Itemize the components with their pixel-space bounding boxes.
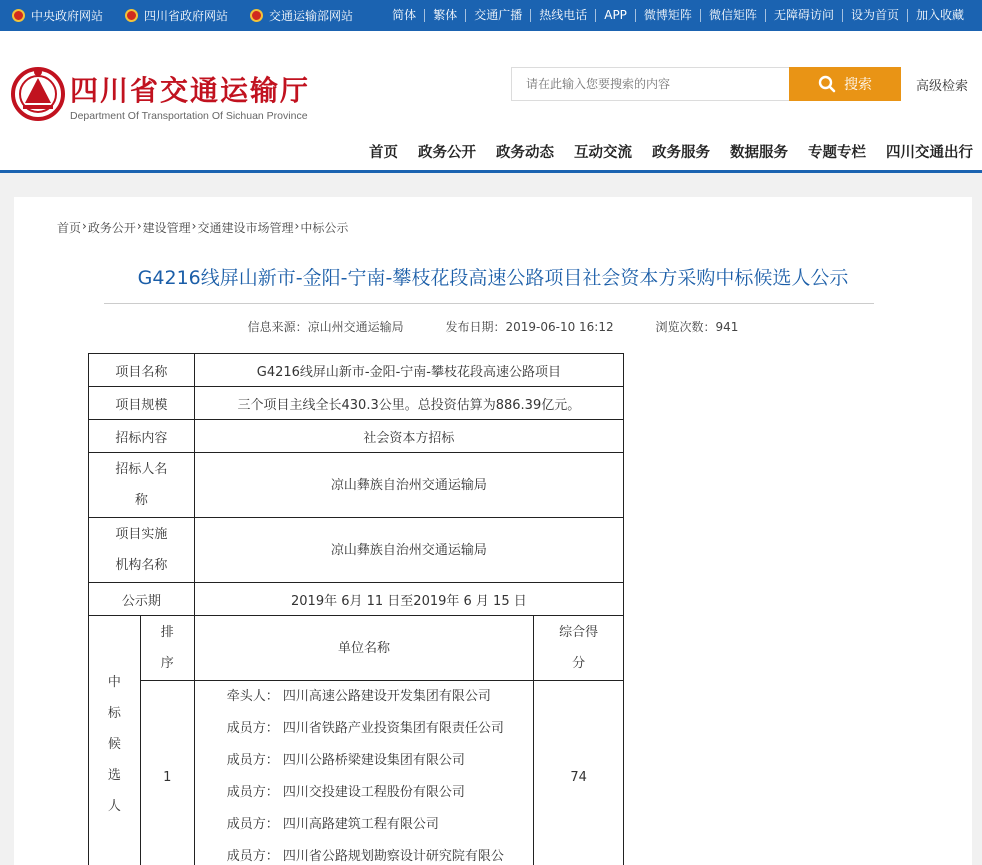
link-central-gov-label: 中央政府网站 [31,9,104,23]
member-role: 成员方： [226,721,279,736]
nav-data-services[interactable]: 数据服务 [730,145,788,161]
list-item [227,745,534,777]
breadcrumb-bid-notice[interactable]: 中标公示 [300,221,349,235]
main-nav [369,141,973,162]
candidate-members [194,681,534,865]
member-role: 成员方： [226,817,279,832]
breadcrumb-gov-open[interactable]: 政务公开 [87,221,136,235]
candidate-row [89,681,624,865]
candidates-label: 中标候选人 [89,616,141,865]
article-title: G4216线屏山新市-金阳-宁南-攀枝花段高速公路项目社会资本方采购中标候选人公示 [137,267,849,289]
header-divider [0,170,982,173]
national-emblem-icon [12,9,25,22]
table-row [89,518,624,583]
list-item [227,777,534,809]
row-value: 三个项目主线全长430.3公里。总投资估算为886.39亿元。 [194,387,623,420]
list-item [227,809,534,841]
member-role: 牵头人： [226,689,279,704]
col-rank-header: 排序 [140,616,194,681]
row-label: 公示期 [89,583,195,616]
search-icon [818,75,836,93]
candidate-score: 74 [534,681,624,865]
row-value: 2019年 6月 11 日至2019年 6 月 15 日 [194,583,623,616]
col-score-header: 综合得分 [534,616,624,681]
link-set-homepage[interactable]: 设为首页 [842,9,907,22]
link-weibo[interactable]: 微博矩阵 [635,9,700,22]
row-label: 项目名称 [89,354,195,387]
table-row [89,387,624,420]
member-name: 四川省铁路产业投资集团有限责任公司 [282,721,504,736]
row-value: 凉山彝族自治州交通运输局 [194,453,623,518]
link-traditional[interactable]: 繁体 [424,9,465,22]
top-bar-utility-links [384,0,972,31]
breadcrumb: 首页 › 政务公开 › 建设管理 › 交通建设市场管理 › 中标公示 [57,219,349,235]
row-label: 项目实施机构名称 [89,518,195,583]
member-name: 四川公路桥梁建设集团有限公司 [282,753,465,768]
col-unit-header: 单位名称 [194,616,534,681]
table-row [89,354,624,387]
article-panel [14,197,972,865]
member-name: 四川省公路规划勘察设计研究院有限公 [282,849,504,864]
nav-sichuan-travel[interactable]: 四川交通出行 [886,145,973,161]
top-bar-gov-links [12,0,353,31]
link-sichuan-gov[interactable] [125,7,228,24]
transport-logo-icon [11,67,65,121]
site-title[interactable]: 四川省交通运输厅 [70,74,311,107]
nav-interaction[interactable]: 互动交流 [574,145,632,161]
search-input[interactable] [511,67,789,101]
row-label: 招标人名称 [89,453,195,518]
member-role: 成员方： [226,849,279,864]
article-source: 信息来源：凉山州交通运输局 [247,320,404,334]
search-button-label: 搜索 [844,77,872,93]
member-name: 四川高速公路建设开发集团有限公司 [282,689,491,704]
nav-gov-affairs-open[interactable]: 政务公开 [418,145,476,161]
link-ministry-transport[interactable] [250,7,353,24]
row-value: G4216线屏山新市-金阳-宁南-攀枝花段高速公路项目 [194,354,623,387]
table-row [89,453,624,518]
top-bar [0,0,982,31]
row-value: 社会资本方招标 [194,420,623,453]
title-divider [104,303,874,304]
advanced-search-link[interactable]: 高级检索 [916,79,969,94]
link-add-favorite[interactable]: 加入收藏 [907,9,972,22]
row-label: 招标内容 [89,420,195,453]
list-item [227,841,534,865]
list-item [227,681,534,713]
nav-gov-services[interactable]: 政务服务 [652,145,710,161]
row-label: 项目规模 [89,387,195,420]
bid-info-table [88,353,624,865]
link-hotline[interactable]: 热线电话 [530,9,595,22]
site-subtitle: Department Of Transportation Of Sichuan Province [70,110,308,122]
link-sichuan-gov-label: 四川省政府网站 [144,9,229,23]
nav-gov-news[interactable]: 政务动态 [496,145,554,161]
breadcrumb-home[interactable]: 首页 [57,221,82,235]
article-views: 浏览次数：941 [655,320,739,334]
site-header [0,31,982,171]
link-ministry-transport-label: 交通运输部网站 [269,9,354,23]
table-row [89,583,624,616]
nav-home[interactable]: 首页 [369,145,398,161]
link-traffic-radio[interactable]: 交通广播 [465,9,530,22]
national-emblem-icon [250,9,263,22]
link-central-gov[interactable] [12,7,103,24]
breadcrumb-market[interactable]: 交通建设市场管理 [197,221,294,235]
member-role: 成员方： [226,753,279,768]
member-role: 成员方： [226,785,279,800]
candidate-header-row [89,616,624,681]
search-button[interactable] [789,67,901,101]
article-date: 发布日期：2019-06-10 16:12 [445,320,614,334]
link-wechat[interactable]: 微信矩阵 [700,9,765,22]
link-app[interactable]: APP [595,9,635,22]
breadcrumb-construction[interactable]: 建设管理 [142,221,191,235]
link-simplified[interactable]: 简体 [392,8,417,22]
article-meta [14,318,972,335]
member-name: 四川高路建筑工程有限公司 [282,817,439,832]
nav-special-topics[interactable]: 专题专栏 [808,145,866,161]
list-item [227,713,534,745]
table-row [89,420,624,453]
candidate-rank: 1 [140,681,194,865]
link-accessibility[interactable]: 无障碍访问 [765,9,842,22]
row-value: 凉山彝族自治州交通运输局 [194,518,623,583]
national-emblem-icon [125,9,138,22]
member-name: 四川交投建设工程股份有限公司 [282,785,465,800]
